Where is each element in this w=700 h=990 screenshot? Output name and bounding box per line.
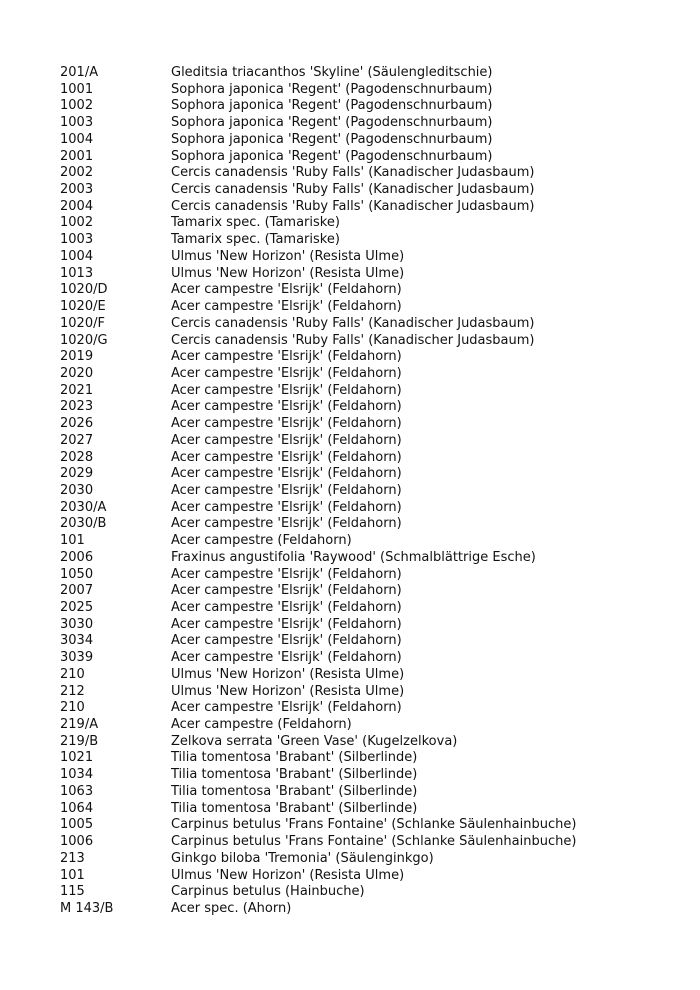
tree-species: Acer campestre 'Elsrijk' (Feldahorn) (171, 600, 402, 615)
list-item (60, 165, 680, 182)
list-item (60, 383, 680, 400)
list-item (60, 399, 680, 416)
list-item (60, 149, 680, 166)
list-item (60, 801, 680, 818)
list-item (60, 884, 680, 901)
list-item (60, 466, 680, 483)
tree-number: 1003 (60, 115, 94, 131)
tree-number: 1020/G (60, 332, 108, 348)
tree-number: 213 (60, 850, 85, 866)
tree-number: 115 (60, 884, 85, 900)
tree-species: Sophora japonica 'Regent' (Pagodenschnurbaum) (171, 98, 493, 114)
tree-number: 210 (60, 700, 85, 716)
tree-number: 2030/A (60, 499, 107, 515)
list-item (60, 650, 680, 667)
tree-species: Carpinus betulus 'Frans Fontaine' (Schlanke Säulenhainbuche) (171, 817, 577, 833)
list-item (60, 750, 680, 767)
list-item (60, 65, 680, 82)
tree-species: Ulmus 'New Horizon' (Resista Ulme) (171, 265, 405, 281)
tree-species: Tamarix spec. (Tamariske) (171, 215, 340, 231)
tree-species: Tilia tomentosa 'Brabant' (Silberlinde) (171, 767, 418, 783)
tree-number: 1004 (60, 248, 94, 264)
tree-number: 2028 (60, 449, 94, 465)
tree-number: 1020/E (60, 299, 106, 315)
tree-species: Acer campestre 'Elsrijk' (Feldahorn) (171, 449, 402, 465)
list-item (60, 550, 680, 567)
list-item (60, 132, 680, 149)
tree-species: Acer campestre 'Elsrijk' (Feldahorn) (171, 633, 402, 649)
tree-species: Tamarix spec. (Tamariske) (171, 232, 340, 248)
tree-number: 2023 (60, 399, 94, 415)
tree-species: Sophora japonica 'Regent' (Pagodenschnurbaum) (171, 115, 493, 131)
tree-number: 1020/F (60, 315, 105, 331)
tree-number: 2020 (60, 365, 94, 381)
tree-species: Acer campestre 'Elsrijk' (Feldahorn) (171, 382, 402, 398)
list-item (60, 567, 680, 584)
list-item (60, 617, 680, 634)
tree-number: M 143/B (60, 900, 114, 916)
tree-species: Sophora japonica 'Regent' (Pagodenschnurbaum) (171, 81, 493, 97)
tree-number: 219/A (60, 717, 99, 733)
tree-number: 212 (60, 683, 85, 699)
list-item (60, 717, 680, 734)
tree-species: Acer campestre 'Elsrijk' (Feldahorn) (171, 365, 402, 381)
list-item (60, 416, 680, 433)
list-item (60, 633, 680, 650)
list-item (60, 817, 680, 834)
tree-number: 2019 (60, 349, 94, 365)
tree-number: 2004 (60, 198, 94, 214)
list-item (60, 98, 680, 115)
tree-species: Acer campestre 'Elsrijk' (Feldahorn) (171, 700, 402, 716)
list-item (60, 533, 680, 550)
tree-species: Acer campestre 'Elsrijk' (Feldahorn) (171, 432, 402, 448)
tree-species: Acer campestre 'Elsrijk' (Feldahorn) (171, 516, 402, 532)
list-item (60, 316, 680, 333)
tree-species: Tilia tomentosa 'Brabant' (Silberlinde) (171, 783, 418, 799)
tree-species: Acer campestre 'Elsrijk' (Feldahorn) (171, 583, 402, 599)
tree-number: 2025 (60, 600, 94, 615)
list-item (60, 734, 680, 751)
tree-number: 1004 (60, 131, 94, 147)
tree-species: Acer campestre 'Elsrijk' (Feldahorn) (171, 416, 402, 432)
tree-species: Acer campestre 'Elsrijk' (Feldahorn) (171, 616, 402, 632)
tree-number: 101 (60, 867, 85, 883)
tree-species: Acer campestre 'Elsrijk' (Feldahorn) (171, 650, 402, 666)
tree-species: Sophora japonica 'Regent' (Pagodenschnurbaum) (171, 148, 493, 164)
tree-number: 1034 (60, 767, 94, 783)
tree-species: Ginkgo biloba 'Tremonia' (Säulenginkgo) (171, 850, 434, 866)
tree-number: 1005 (60, 817, 94, 833)
tree-species: Cercis canadensis 'Ruby Falls' (Kanadischer Judasbaum) (171, 198, 535, 214)
list-item (60, 199, 680, 216)
list-item (60, 450, 680, 467)
tree-number: 1013 (60, 265, 94, 281)
tree-species: Acer campestre 'Elsrijk' (Feldahorn) (171, 399, 402, 415)
list-item (60, 901, 680, 918)
tree-species: Acer spec. (Ahorn) (171, 900, 292, 916)
tree-number: 3034 (60, 633, 94, 649)
list-item (60, 500, 680, 517)
tree-species: Cercis canadensis 'Ruby Falls' (Kanadischer Judasbaum) (171, 165, 535, 181)
tree-species: Cercis canadensis 'Ruby Falls' (Kanadischer Judasbaum) (171, 332, 535, 348)
tree-number: 3039 (60, 650, 94, 666)
list-item (60, 684, 680, 701)
list-item (60, 516, 680, 533)
tree-number: 1020/D (60, 282, 108, 298)
tree-number: 1064 (60, 800, 94, 816)
tree-species: Acer campestre 'Elsrijk' (Feldahorn) (171, 499, 402, 515)
tree-species: Acer campestre 'Elsrijk' (Feldahorn) (171, 299, 402, 315)
tree-number: 3030 (60, 616, 94, 632)
tree-species: Ulmus 'New Horizon' (Resista Ulme) (171, 867, 405, 883)
tree-number: 2026 (60, 416, 94, 432)
tree-number: 1050 (60, 566, 94, 582)
list-item (60, 282, 680, 299)
tree-number: 1002 (60, 215, 94, 231)
tree-number: 2003 (60, 182, 94, 198)
tree-species: Acer campestre 'Elsrijk' (Feldahorn) (171, 349, 402, 365)
list-item (60, 583, 680, 600)
tree-number: 101 (60, 533, 85, 549)
list-item (60, 700, 680, 717)
tree-number: 201/A (60, 65, 99, 80)
tree-number: 1003 (60, 232, 94, 248)
list-item (60, 215, 680, 232)
tree-species: Ulmus 'New Horizon' (Resista Ulme) (171, 248, 405, 264)
tree-species: Carpinus betulus 'Frans Fontaine' (Schlanke Säulenhainbuche) (171, 834, 577, 850)
tree-number: 2021 (60, 382, 94, 398)
tree-species: Acer campestre (Feldahorn) (171, 533, 352, 549)
list-item (60, 767, 680, 784)
tree-species: Tilia tomentosa 'Brabant' (Silberlinde) (171, 750, 418, 766)
tree-species: Acer campestre (Feldahorn) (171, 717, 352, 733)
list-item (60, 667, 680, 684)
tree-number: 2001 (60, 148, 94, 164)
list-item (60, 483, 680, 500)
list-item (60, 366, 680, 383)
list-item (60, 851, 680, 868)
list-item (60, 232, 680, 249)
tree-number: 1002 (60, 98, 94, 114)
tree-number: 2030/B (60, 516, 107, 532)
list-item (60, 333, 680, 350)
list-item (60, 784, 680, 801)
list-item (60, 349, 680, 366)
tree-species: Gleditsia triacanthos 'Skyline' (Säulengleditschie) (171, 65, 493, 80)
tree-species: Ulmus 'New Horizon' (Resista Ulme) (171, 683, 405, 699)
tree-number: 1021 (60, 750, 94, 766)
tree-species: Ulmus 'New Horizon' (Resista Ulme) (171, 666, 405, 682)
tree-number: 2027 (60, 432, 94, 448)
tree-species: Tilia tomentosa 'Brabant' (Silberlinde) (171, 800, 418, 816)
list-item (60, 82, 680, 99)
tree-species: Carpinus betulus (Hainbuche) (171, 884, 365, 900)
list-item (60, 299, 680, 316)
list-item (60, 266, 680, 283)
tree-species: Fraxinus angustifolia 'Raywood' (Schmalblättrige Esche) (171, 549, 536, 565)
tree-species: Zelkova serrata 'Green Vase' (Kugelzelkova) (171, 733, 458, 749)
tree-number: 210 (60, 666, 85, 682)
tree-species: Sophora japonica 'Regent' (Pagodenschnurbaum) (171, 131, 493, 147)
tree-species: Acer campestre 'Elsrijk' (Feldahorn) (171, 566, 402, 582)
list-item (60, 600, 680, 617)
tree-number: 1001 (60, 81, 94, 97)
tree-species: Acer campestre 'Elsrijk' (Feldahorn) (171, 466, 402, 482)
list-item (60, 182, 680, 199)
tree-number: 1063 (60, 783, 94, 799)
tree-number: 2007 (60, 583, 94, 599)
tree-species: Acer campestre 'Elsrijk' (Feldahorn) (171, 282, 402, 298)
list-item (60, 249, 680, 266)
tree-number: 219/B (60, 733, 99, 749)
list-item (60, 868, 680, 885)
tree-number: 1006 (60, 834, 94, 850)
tree-species: Acer campestre 'Elsrijk' (Feldahorn) (171, 482, 402, 498)
tree-list (60, 65, 680, 918)
list-item (60, 834, 680, 851)
tree-species: Cercis canadensis 'Ruby Falls' (Kanadischer Judasbaum) (171, 315, 535, 331)
tree-number: 2029 (60, 466, 94, 482)
list-item (60, 115, 680, 132)
tree-species: Cercis canadensis 'Ruby Falls' (Kanadischer Judasbaum) (171, 182, 535, 198)
tree-number: 2002 (60, 165, 94, 181)
tree-number: 2030 (60, 482, 94, 498)
list-item (60, 433, 680, 450)
tree-number: 2006 (60, 549, 94, 565)
